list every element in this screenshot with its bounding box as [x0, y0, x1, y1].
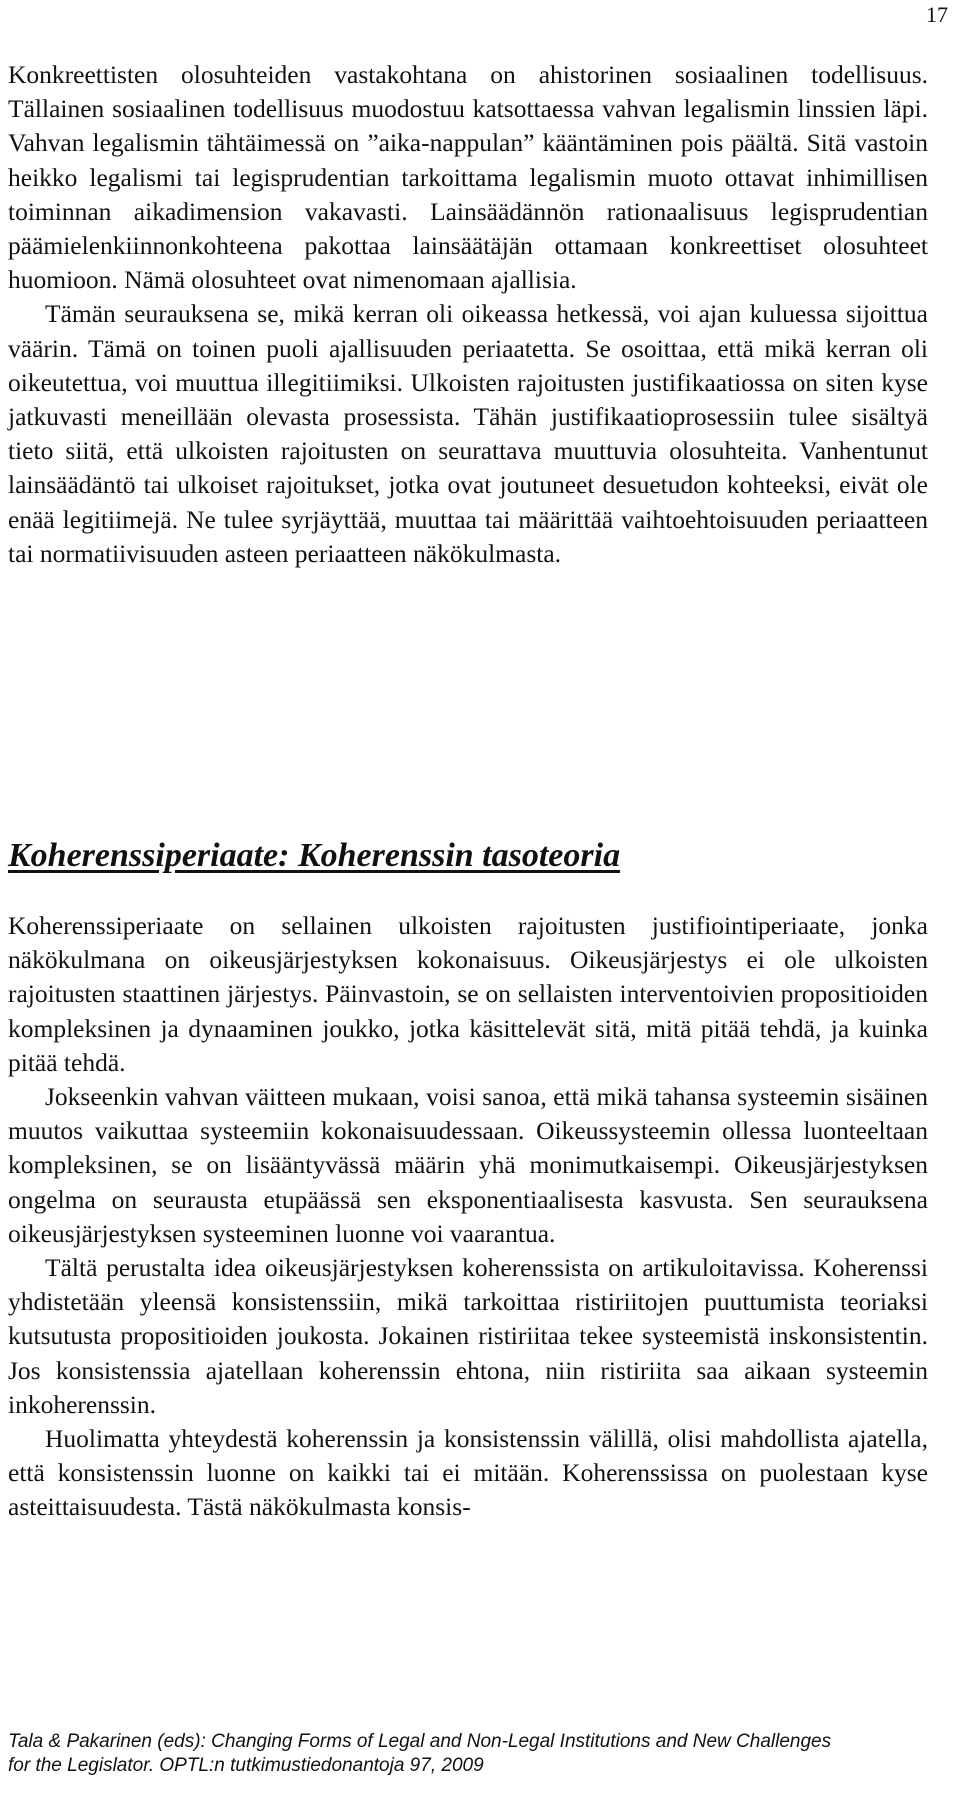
footer-citation-line-2: for the Legislator. OPTL:n tutkimustiedonantoja 97, 2009	[8, 1755, 484, 1776]
paragraph: Koherenssiperiaate on sellainen ulkoisten rajoitusten justifiointiperiaate, jonka näkökulmana on oikeusjärjestyksen kokonaisuus. Oikeusjärjestys ei ole ulkoisten rajoitusten staattinen järjestys. Päinvastoin, se on sellaisten interventoivien propositioiden kompleksinen ja dynaaminen joukko, jotka käsittelevät sitä, mitä pitää tehdä, ja kuinka pitää tehdä.	[8, 911, 928, 1077]
paragraph: Jokseenkin vahvan väitteen mukaan, voisi sanoa, että mikä tahansa systeemin sisäinen muutos vaikuttaa systeemiin kokonaisuudessaan. Oikeussysteemin ollessa luonteeltaan kompleksinen, se on lisääntyvässä määrin yhä monimutkaisempi. Oikeusjärjestyksen ongelma on seurausta etupäässä sen eksponentiaalisesta kasvusta. Sen seurauksena oikeusjärjestyksen systeeminen luonne voi vaarantua.	[8, 1082, 928, 1248]
section-body-2	[8, 909, 928, 1525]
footer-citation-line-1: Tala & Pakarinen (eds): Changing Forms of Legal and Non-Legal Institutions and New Challenges	[8, 1731, 832, 1752]
paragraph: Huolimatta yhteydestä koherenssin ja konsistenssin välillä, olisi mahdollista ajatella, että konsistenssin luonne on kaikki tai ei mitään. Koherenssissa on puolestaan kyse asteittaisuudesta. Tästä näkökulmasta konsis-	[8, 1424, 928, 1522]
section-body-1	[8, 58, 928, 571]
page-number: 17	[926, 2, 948, 27]
paragraph: Tämän seurauksena se, mikä kerran oli oikeassa hetkessä, voi ajan kuluessa sijoittua väärin. Tämä on toinen puoli ajallisuuden periaatetta. Se osoittaa, että mikä kerran oli oikeutettua, voi muuttua illegitiimiksi. Ulkoisten rajoitusten justifikaatiossa on siten kyse jatkuvasti meneillään olevasta prosessista. Tähän justifikaatioprosessiin tulee sisältyä tieto siitä, että ulkoisten rajoitusten on seurattava muuttuvia olosuhteita. Vanhentunut lainsäädäntö tai ulkoiset rajoitukset, jotka ovat joutuneet desuetudon kohteeksi, eivät ole enää legitiimejä. Ne tulee syrjäyttää, muuttaa tai määrittää vaihtoehtoisuuden periaatteen tai normatiivisuuden asteen periaatteen näkökulmasta.	[8, 299, 928, 568]
paragraph: Tältä perustalta idea oikeusjärjestyksen koherenssista on artikuloitavissa. Koherenssi yhdistetään yleensä konsistenssiin, mikä tarkoittaa ristiriitojen puuttumista teoriaksi kutsutusta propositioiden joukosta. Jokainen ristiriitaa tekee systeemistä inskonsistentin. Jos konsistenssia ajatellaan koherenssin ehtona, niin ristiriita saa aikaan systeemin inkoherenssin.	[8, 1253, 928, 1419]
section-heading: Koherenssiperiaate: Koherenssin tasoteoria	[8, 837, 621, 874]
paragraph: Konkreettisten olosuhteiden vastakohtana on ahistorinen sosiaalinen todellisuus. Tällainen sosiaalinen todellisuus muodostuu katsottaessa vahvan legalismin linssien läpi. Vahvan legalismin tähtäimessä on ”aika-nappulan” kääntäminen pois päältä. Sitä vastoin heikko legalismi tai legisprudentian tarkoittama legalismin muoto ottavat inhimillisen toiminnan aikadimension vakavasti. Lainsäädännön rationaalisuus legisprudentian päämielenkiinnonkohteena pakottaa lainsäätäjän ottamaan konkreettiset olosuhteet huomioon. Nämä olosuhteet ovat nimenomaan ajallisia.	[8, 60, 928, 295]
page-footer	[8, 1730, 938, 1778]
